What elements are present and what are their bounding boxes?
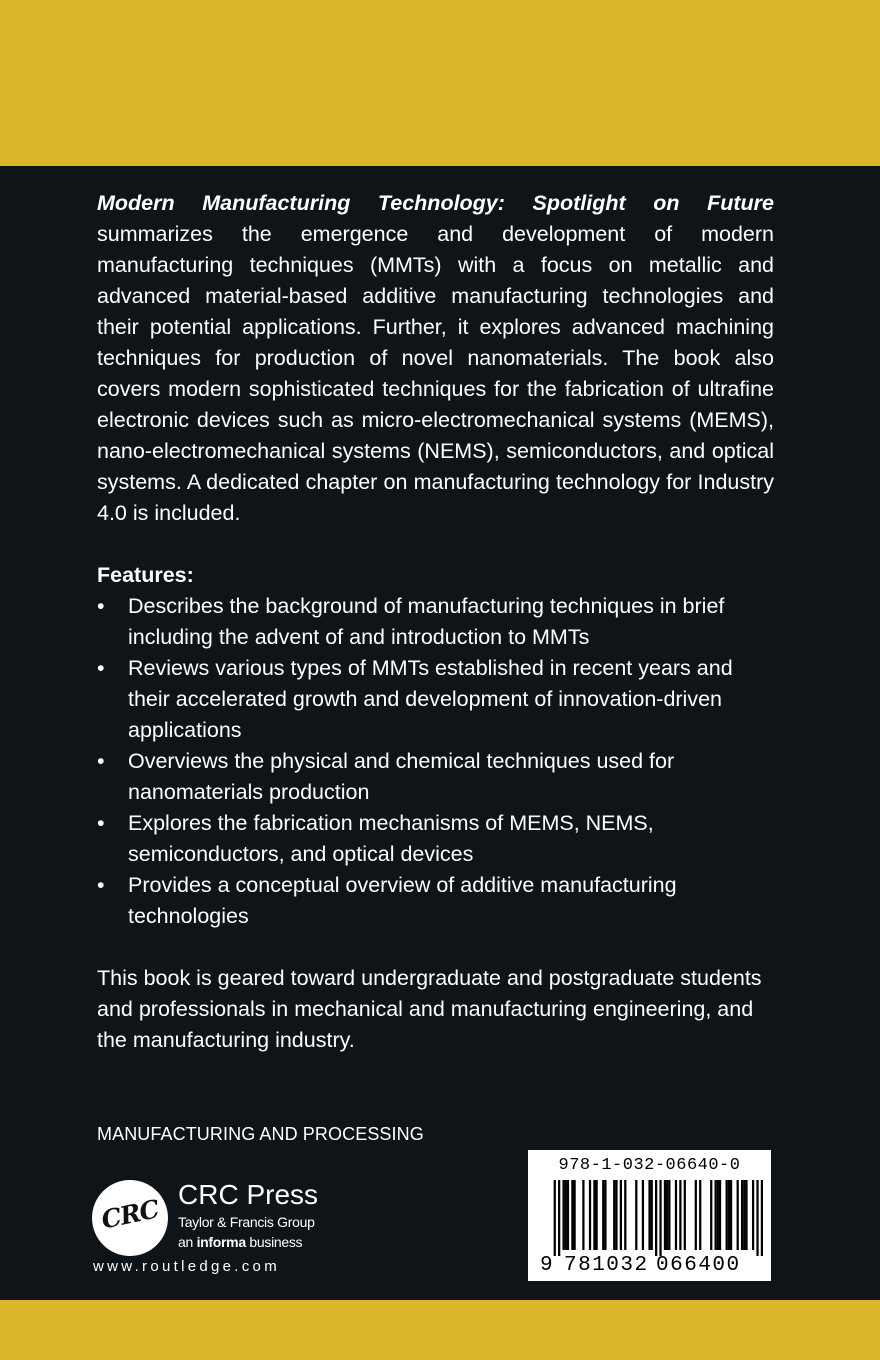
description-body: summarizes the emergence and development of modern manufacturing techniques (MMTs) with a focus on metallic and advanced material-based additive manufacturing technologies and their potential applications. Further, it explores advanced machining techniques for production of novel nanomaterials. The book also covers modern sophisticated techniques for the fabrication of ultrafine electronic devices such as micro-electromechanical systems (MEMS), nano-electromechanical systems (NEMS), semiconductors, and optical systems. A dedicated chapter on manufacturing technology for Industry 4.0 is included. xyxy=(97,222,774,525)
barcode-bar xyxy=(715,1180,717,1250)
feature-item xyxy=(97,653,774,746)
logo-lettering: CRC xyxy=(98,1194,162,1235)
barcode-bar xyxy=(620,1180,622,1250)
publisher-name: CRC Press xyxy=(178,1179,319,1210)
barcode-bar xyxy=(565,1180,567,1250)
barcode-left-digits: 781032 xyxy=(564,1254,649,1277)
feature-text: Reviews various types of MMTs established in recent years and their accelerated growth and development of innovation-driven applications xyxy=(128,656,733,742)
barcode-bar xyxy=(710,1180,712,1250)
publisher-block xyxy=(178,1178,318,1252)
barcode-bar xyxy=(728,1180,730,1250)
barcode-first-digit: 9 xyxy=(540,1254,553,1277)
informa-prefix: an xyxy=(178,1234,197,1250)
barcode-bar xyxy=(635,1180,637,1250)
barcode-bar xyxy=(684,1180,686,1250)
top-color-band xyxy=(0,0,880,166)
features-list xyxy=(97,591,774,932)
barcode-bar xyxy=(666,1180,668,1250)
bullet-icon: • xyxy=(97,873,105,897)
barcode-bar xyxy=(554,1180,556,1256)
barcode-bar xyxy=(761,1180,763,1256)
barcode-right-digits: 066400 xyxy=(656,1254,741,1277)
barcode-bar xyxy=(642,1180,644,1250)
barcode-bar xyxy=(745,1180,747,1250)
barcode-bar xyxy=(679,1180,681,1250)
feature-item xyxy=(97,591,774,653)
book-title: Modern Manufacturing Technology: Spotlight on Future xyxy=(97,191,774,215)
barcode-bar xyxy=(717,1180,719,1250)
feature-text: Overviews the physical and chemical techniques used for nanomaterials production xyxy=(128,749,675,804)
barcode-bar xyxy=(752,1180,754,1250)
audience-statement: This book is geared toward undergraduate and postgraduate students and professionals in mechanical and manufacturing engineering, and the manufacturing industry. xyxy=(97,966,762,1052)
barcode-bar xyxy=(699,1180,701,1250)
barcode-bars xyxy=(536,1180,763,1256)
barcode-bar xyxy=(593,1180,595,1250)
barcode-bar xyxy=(737,1180,739,1250)
barcode-bar xyxy=(695,1180,697,1250)
barcode-bar xyxy=(651,1180,653,1250)
feature-text: Describes the background of manufacturing techniques in brief including the advent of and introduction to MMTs xyxy=(128,594,725,649)
barcode-bar xyxy=(573,1180,575,1250)
barcode-bar xyxy=(604,1180,606,1250)
barcode-bar xyxy=(741,1180,743,1250)
website-link[interactable]: www.routledge.com xyxy=(93,1258,280,1275)
informa-name: informa xyxy=(196,1234,246,1250)
barcode-bar xyxy=(719,1180,721,1250)
barcode-bar xyxy=(655,1180,657,1256)
barcode-bar xyxy=(624,1180,626,1250)
bullet-icon: • xyxy=(97,811,105,835)
barcode-bar xyxy=(726,1180,728,1250)
features-heading: Features: xyxy=(97,563,194,587)
feature-item xyxy=(97,808,774,870)
subject-category: MANUFACTURING AND PROCESSING xyxy=(97,1124,424,1144)
barcode-bar xyxy=(562,1180,564,1250)
feature-text: Explores the fabrication mechanisms of MEMS, NEMS, semiconductors, and optical devices xyxy=(128,811,654,866)
barcode-bar xyxy=(664,1180,666,1250)
isbn-number: 978-1-032-06640-0 xyxy=(558,1156,741,1175)
barcode-bar xyxy=(648,1180,650,1250)
crc-logo-icon xyxy=(92,1180,168,1256)
barcode-bar xyxy=(615,1180,617,1250)
publisher-group: Taylor & Francis Group xyxy=(178,1214,315,1230)
barcode-bar xyxy=(558,1180,560,1256)
barcode-bar xyxy=(571,1180,573,1250)
book-description xyxy=(97,188,774,529)
barcode-bar xyxy=(668,1180,670,1250)
barcode-bar xyxy=(613,1180,615,1250)
informa-line xyxy=(178,1232,318,1252)
informa-suffix: business xyxy=(245,1234,303,1250)
barcode-bar xyxy=(602,1180,604,1250)
feature-item xyxy=(97,870,774,932)
bottom-color-band xyxy=(0,1300,880,1360)
barcode-bar xyxy=(675,1180,677,1250)
barcode-bar xyxy=(743,1180,745,1250)
barcode-bar xyxy=(756,1180,758,1256)
barcode-bar xyxy=(582,1180,584,1250)
feature-item xyxy=(97,746,774,808)
cover-text xyxy=(97,188,774,1056)
barcode-bar xyxy=(567,1180,569,1250)
bullet-icon: • xyxy=(97,749,105,773)
barcode-bar xyxy=(596,1180,598,1250)
barcode-bar xyxy=(659,1180,661,1256)
feature-text: Provides a conceptual overview of additive manufacturing technologies xyxy=(128,873,677,928)
isbn-barcode xyxy=(528,1150,771,1281)
bullet-icon: • xyxy=(97,594,105,618)
barcode-bar xyxy=(730,1180,732,1250)
barcode-bar xyxy=(589,1180,591,1250)
bullet-icon: • xyxy=(97,656,105,680)
